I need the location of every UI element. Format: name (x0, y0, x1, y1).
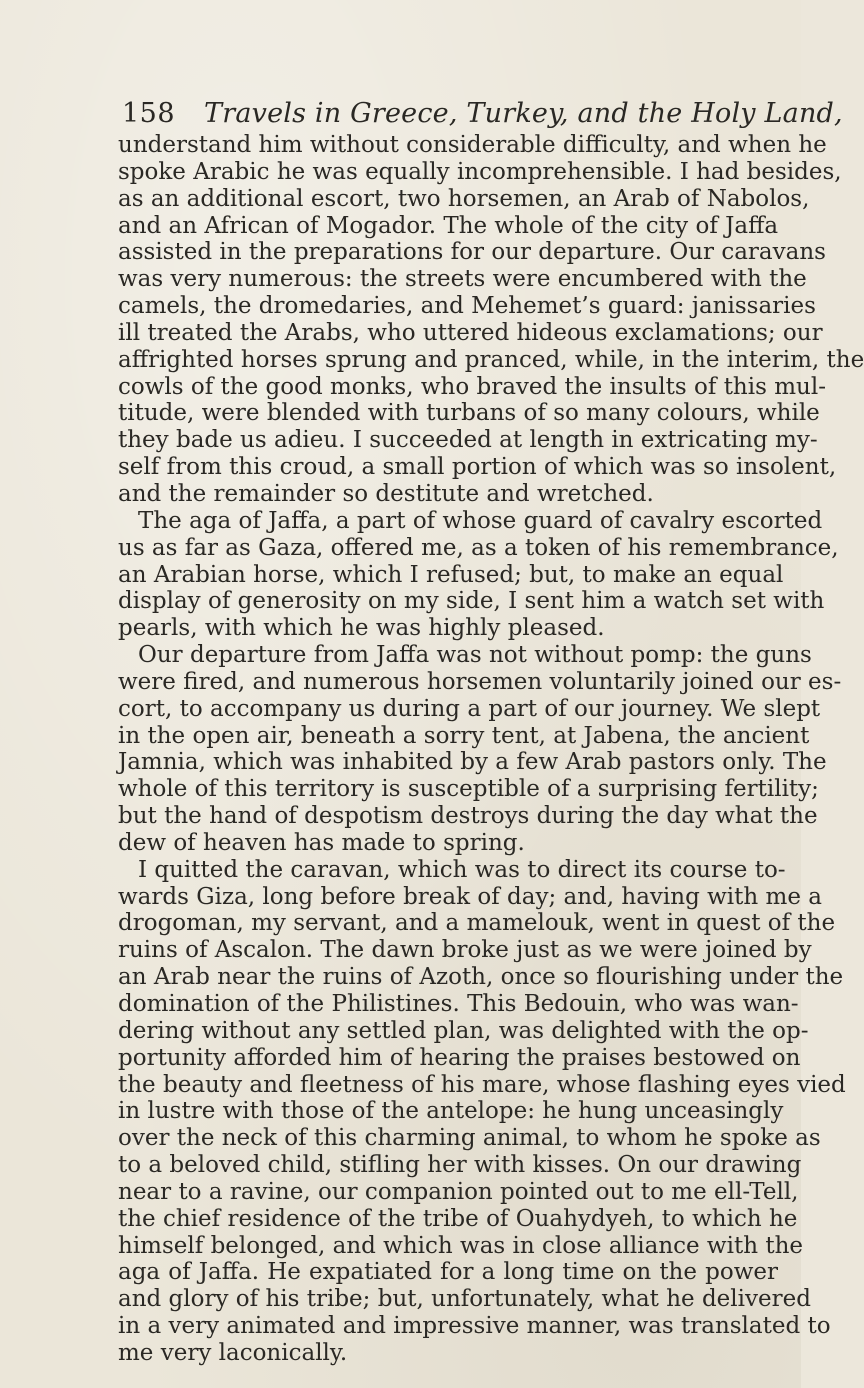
page-number: 158 (122, 98, 176, 129)
text-line: camels, the dromedaries, and Mehemet’s guard: janissaries (118, 293, 816, 320)
text-line: ruins of Ascalon. The dawn broke just as we were joined by (118, 937, 812, 964)
text-line: titude, were blended with turbans of so many colours, while (118, 400, 820, 427)
text-line: Jamnia, which was inhabited by a few Arab pastors only. The (118, 749, 827, 776)
text-line: and glory of his tribe; but, unfortunately, what he delivered (118, 1286, 811, 1313)
body-text (118, 132, 864, 1367)
text-line: understand him without considerable difficulty, and when he (118, 132, 827, 158)
paragraph-end-line: me very laconically. (118, 1339, 348, 1366)
paragraph-end-line: and the remainder so destitute and wretched. (118, 480, 654, 507)
paragraph-end-line: pearls, with which he was highly pleased. (118, 615, 605, 642)
text-line: were fired, and numerous horsemen voluntarily joined our es- (118, 668, 842, 695)
text-line: wards Giza, long before break of day; and, having with me a (118, 883, 822, 910)
paragraph-start-line: The aga of Jaffa, a part of whose guard of cavalry escorted (138, 507, 823, 534)
text-line: cort, to accompany us during a part of our journey. We slept (118, 695, 821, 722)
text-line: self from this croud, a small portion of which was so insolent, (118, 454, 837, 481)
text-line: near to a ravine, our companion pointed out to me ell-Tell, (118, 1178, 799, 1205)
text-line: portunity afforded him of hearing the praises bestowed on (118, 1044, 801, 1071)
text-line: and an African of Mogador. The whole of the city of Jaffa (118, 212, 779, 239)
text-line: affrighted horses sprung and pranced, while, in the interim, the (118, 346, 864, 373)
text-line: over the neck of this charming animal, to whom he spoke as (118, 1125, 821, 1152)
text-line: in lustre with those of the antelope: he hung unceasingly (118, 1098, 784, 1125)
text-line: whole of this territory is susceptible of a surprising fertility; (118, 776, 819, 803)
text-line: display of generosity on my side, I sent him a watch set with (118, 588, 825, 615)
text-line: drogoman, my servant, and a mamelouk, went in quest of the (118, 910, 836, 937)
text-line: himself belonged, and which was in close alliance with the (118, 1232, 804, 1259)
text-line: domination of the Philistines. This Bedouin, who was wan- (118, 991, 799, 1017)
text-line: in a very animated and impressive manner, was translated to (118, 1313, 831, 1340)
text-line: was very numerous: the streets were encumbered with the (118, 266, 807, 293)
text-line: assisted in the preparations for our departure. Our caravans (118, 239, 826, 266)
text-line: but the hand of despotism destroys during the day what the (118, 803, 818, 830)
paragraph-start-line: I quitted the caravan, which was to direct its course to- (138, 856, 786, 883)
text-line: dering without any settled plan, was delighted with the op- (118, 1017, 809, 1044)
text-line: they bade us adieu. I succeeded at length in extricating my- (118, 427, 818, 454)
running-title: Travels in Greece, Turkey, and the Holy Land, (204, 98, 843, 129)
text-line: an Arabian horse, which I refused; but, to make an equal (118, 561, 784, 588)
text-line: the beauty and fleetness of his mare, whose flashing eyes vied (118, 1071, 846, 1098)
text-line: as an additional escort, two horsemen, an Arab of Nabolos, (118, 185, 810, 212)
text-line: spoke Arabic he was equally incomprehensible. I had besides, (118, 158, 842, 185)
text-line: aga of Jaffa. He expatiated for a long time on the power (118, 1259, 778, 1286)
running-head (122, 96, 843, 132)
text-line: to a beloved child, stifling her with kisses. On our drawing (118, 1152, 802, 1179)
text-line: ill treated the Arabs, who uttered hideous exclamations; our (118, 319, 823, 346)
text-line: in the open air, beneath a sorry tent, at Jabena, the ancient (118, 722, 810, 749)
text-line: us as far as Gaza, offered me, as a token of his remembrance, (118, 534, 839, 561)
paragraph-end-line: dew of heaven has made to spring. (118, 829, 525, 856)
text-line: an Arab near the ruins of Azoth, once so flourishing under the (118, 964, 844, 991)
paragraph-start-line: Our departure from Jaffa was not without pomp: the guns (138, 642, 812, 669)
text-line: cowls of the good monks, who braved the insults of this mul- (118, 373, 826, 400)
text-line: the chief residence of the tribe of Ouahydyeh, to which he (118, 1205, 798, 1232)
